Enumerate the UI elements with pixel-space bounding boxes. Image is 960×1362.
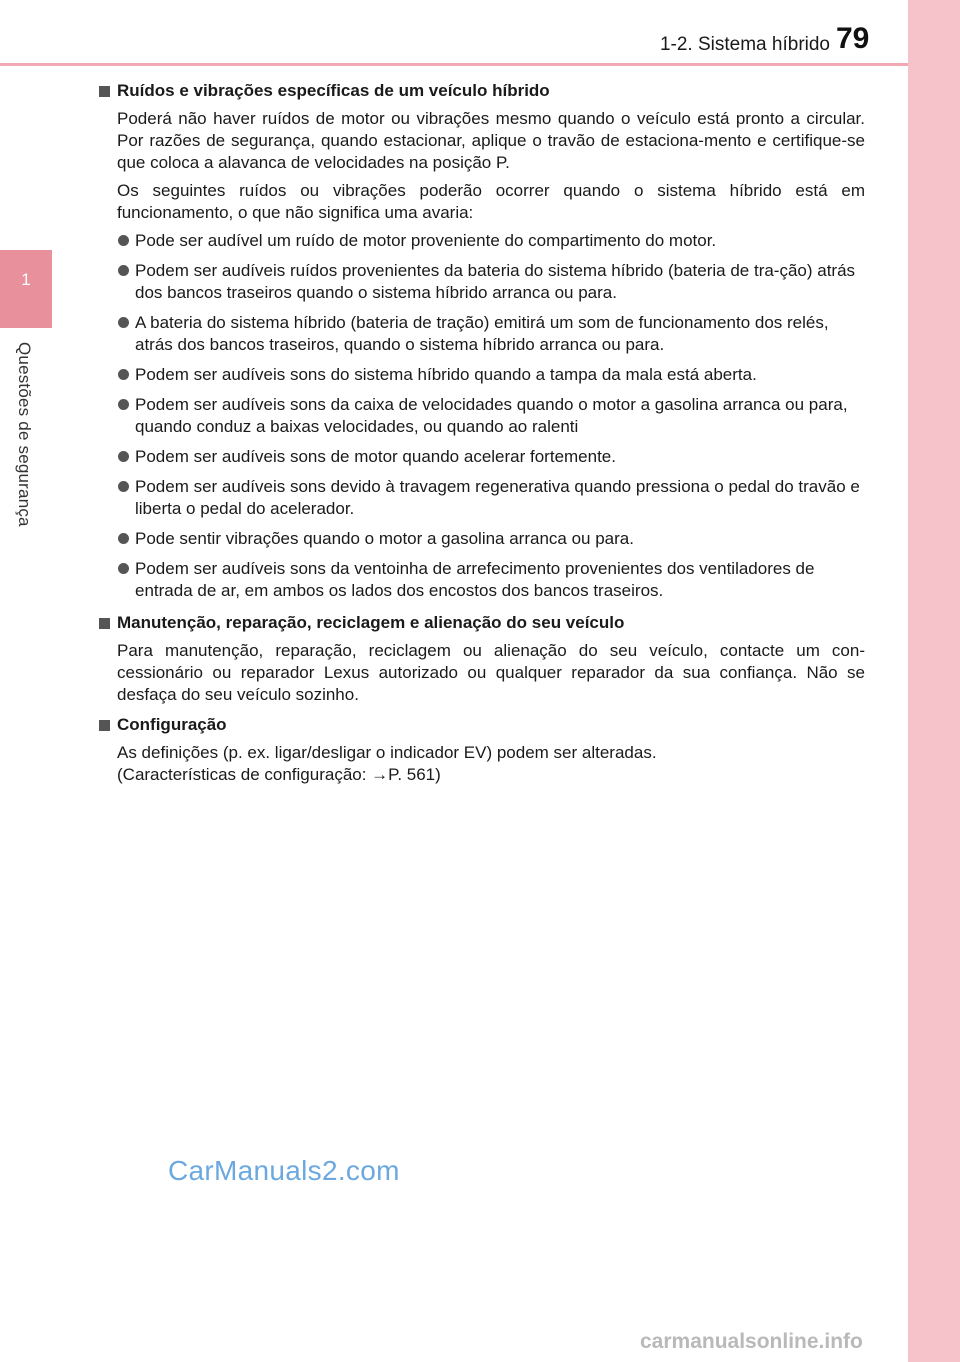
bullet-item: Podem ser audíveis sons da ventoinha de arrefecimento provenientes dos ventiladores de entrada de ar, em ambos os lados dos encostos dos bancos traseiros. <box>97 558 865 602</box>
page-content <box>97 80 865 792</box>
section-maintenance <box>97 612 865 706</box>
paragraph: Para manutenção, reparação, reciclagem ou alienação do seu veículo, contacte um con-cessionário ou reparador Lexus autorizado ou qualquer reparador da sua confiança. Não se desfaça do seu veículo sozinho. <box>117 641 865 704</box>
section-configuration <box>97 714 865 786</box>
section-heading: Manutenção, reparação, reciclagem e alienação do seu veículo <box>97 612 865 634</box>
section-heading: Ruídos e vibrações específicas de um veículo híbrido <box>97 80 865 102</box>
section-noise-vibration <box>97 80 865 602</box>
bullet-item: Pode ser audível um ruído de motor proveniente do compartimento do motor. <box>97 230 865 252</box>
header-rule <box>0 63 908 66</box>
side-tab-number: 1 <box>21 270 31 289</box>
bullet-item: Podem ser audíveis ruídos provenientes da bateria do sistema híbrido (bateria de tra-ção) atrás dos bancos traseiros quando o sistema híbrido arranca ou para. <box>97 260 865 304</box>
paragraph: As definições (p. ex. ligar/desligar o indicador EV) podem ser alteradas. <box>117 743 657 762</box>
bullet-item: Pode sentir vibrações quando o motor a gasolina arranca ou para. <box>97 528 865 550</box>
paragraph: Os seguintes ruídos ou vibrações poderão ocorrer quando o sistema híbrido está em funcionamento, o que não significa uma avaria: <box>117 181 865 222</box>
bullet-item: A bateria do sistema híbrido (bateria de tração) emitirá um som de funcionamento dos relés, atrás dos bancos traseiros, quando o sistema híbrido arranca ou para. <box>97 312 865 356</box>
side-tab-label: Questões de segurança <box>15 342 34 527</box>
section-heading: Configuração <box>97 714 865 736</box>
watermark-footer: carmanualsonline.info <box>640 1330 863 1353</box>
bullet-item: Podem ser audíveis sons de motor quando acelerar fortemente. <box>97 446 865 468</box>
paragraph: Poderá não haver ruídos de motor ou vibrações mesmo quando o veículo está pronto a circular. Por razões de segurança, quando estacionar, aplique o travão de estaciona-mento e certifique-se que coloca a alavanca de velocidades na posição P. <box>117 109 865 172</box>
bullet-item: Podem ser audíveis sons da caixa de velocidades quando o motor a gasolina arranca ou para, quando conduz a baixas velocidades, ou quando ao ralenti <box>97 394 865 438</box>
side-tab <box>908 0 960 1362</box>
bullet-item: Podem ser audíveis sons devido à travagem regenerativa quando pressiona o pedal do travão e liberta o pedal do acelerador. <box>97 476 865 520</box>
bullet-item: Podem ser audíveis sons do sistema híbrido quando a tampa da mala está aberta. <box>97 364 865 386</box>
page-number: 79 <box>836 22 870 55</box>
page-reference: (Características de configuração: →P. 561) <box>117 765 441 784</box>
watermark-logo: CarManuals2.com <box>168 1155 400 1186</box>
header-section-title: 1-2. Sistema híbrido <box>659 34 830 55</box>
